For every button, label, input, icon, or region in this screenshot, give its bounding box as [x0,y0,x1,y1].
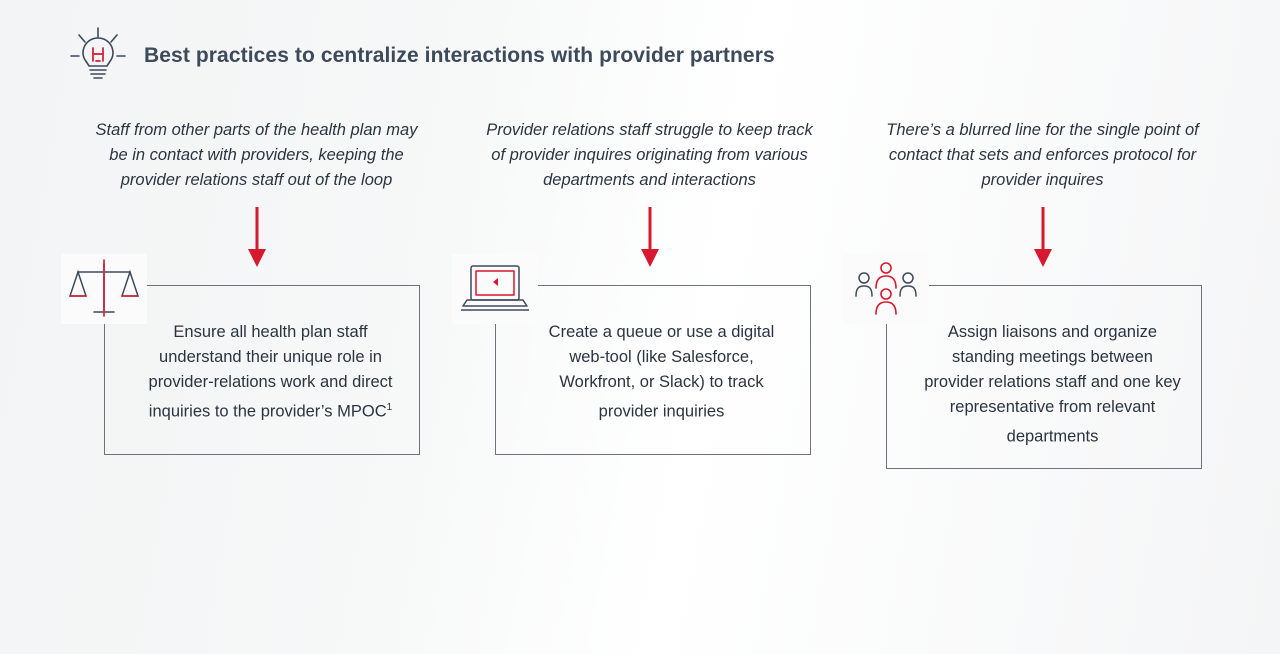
challenge-text-3: There’s a blurred line for the single point of contact that sets and enforces protocol for provider inquires [886,121,1199,189]
practice-text-3 [921,320,1185,450]
down-arrow-2 [638,207,662,277]
practice-footnote-1: 1 [386,402,393,413]
column-3 [846,118,1239,469]
people-group-icon [843,254,929,324]
down-arrow-1 [245,207,269,277]
challenge-text-1: Staff from other parts of the health plan may be in contact with providers, keeping the provider relations staff out of the loop [95,121,418,189]
practice-text-2 [530,320,794,425]
practice-label-3: Assign liaisons and organize standing meetings between provider relations staff and one key representative from relevant departments [924,323,1181,446]
practice-text-1 [139,320,403,425]
scales-balance-icon [61,254,147,324]
column-1 [60,118,453,469]
down-arrow-3 [1031,207,1055,277]
best-practices-columns [60,118,1240,469]
practice-card-1 [104,285,420,455]
challenge-text-2: Provider relations staff struggle to keep track of provider inquires originating from various departments and interactions [486,121,813,189]
lightbulb-icon [66,24,130,88]
practice-card-3 [886,285,1202,469]
column-2 [453,118,846,469]
practice-card-2 [495,285,811,455]
laptop-icon [452,254,538,324]
practice-label-2: Create a queue or use a digital web-tool (like Salesforce, Workfront, or Slack) to track provider inquiries [548,323,775,421]
page-title: Best practices to centralize interactions with provider partners [144,44,775,67]
practice-label-1: Ensure all health plan staff understand their unique role in provider-relations work and direct inquiries to the provider’s MPOC [148,323,393,421]
header [66,24,775,88]
